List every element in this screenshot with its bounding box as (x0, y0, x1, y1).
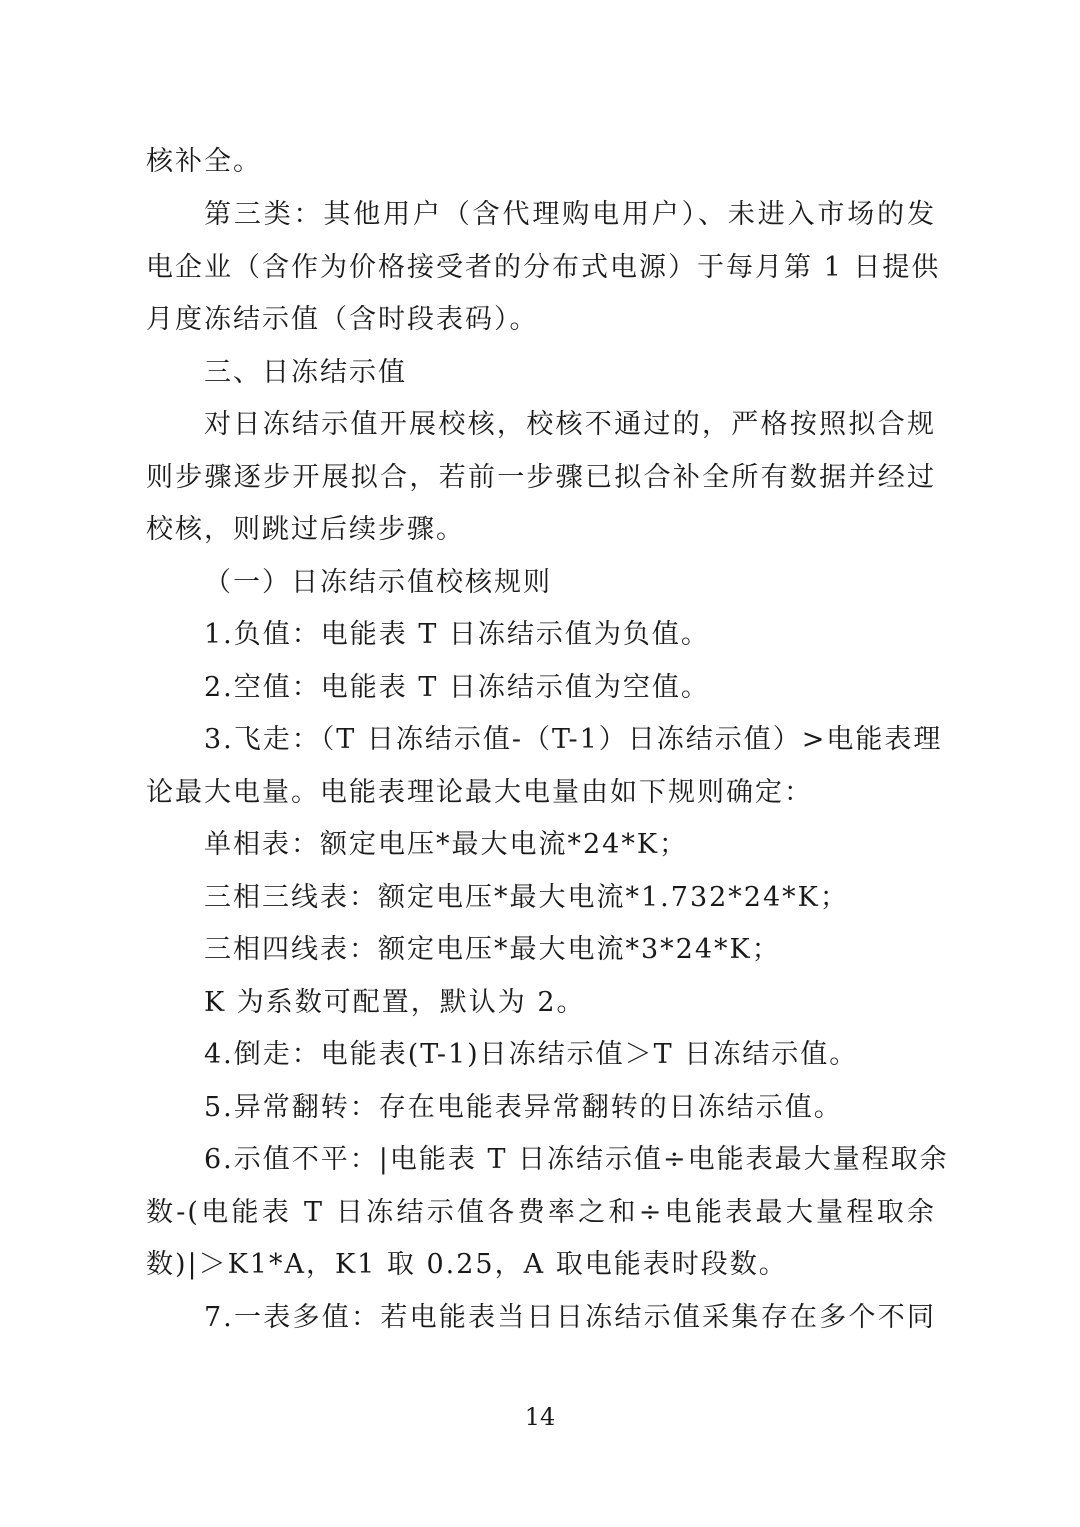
list-item: 1.负值：电能表 T 日冻结示值为负值。 (204, 619, 710, 650)
list-item: 6.示值不平：|电能表 T 日冻结示值÷电能表最大量程取余 (204, 1144, 949, 1175)
formula-line: 单相表：额定电压*最大电流*24*K； (204, 829, 689, 860)
paragraph-line: 则步骤逐步开展拟合，若前一步骤已拟合补全所有数据并经过 (146, 462, 936, 493)
section-heading: 三、日冻结示值 (204, 357, 407, 388)
list-item: 3.飞走：（T 日冻结示值-（T-1）日冻结示值）>电能表理 (204, 724, 943, 755)
formula-line: 三相三线表：额定电压*最大电流*1.732*24*K； (204, 882, 849, 913)
list-item: 2.空值：电能表 T 日冻结示值为空值。 (204, 672, 710, 703)
paragraph-line: 第三类：其他用户（含代理购电用户）、未进入市场的发 (204, 199, 936, 230)
subsection-heading: （一）日冻结示值校核规则 (204, 567, 552, 598)
page-number: 14 (524, 1403, 556, 1431)
paragraph-line: 数-(电能表 T 日冻结示值各费率之和÷电能表最大量程取余 (146, 1197, 936, 1228)
paragraph-line: 核补全。 (146, 146, 262, 177)
list-item: 7.一表多值：若电能表当日日冻结示值采集存在多个不同 (204, 1302, 936, 1333)
paragraph-line: 电企业（含作为价格接受者的分布式电源）于每月第 1 日提供 (146, 252, 941, 283)
paragraph-line: 数)|＞K1*A，K1 取 0.25，A 取电能表时段数。 (146, 1249, 788, 1280)
list-item: 4.倒走：电能表(T-1)日冻结示值＞T 日冻结示值。 (204, 1039, 859, 1070)
paragraph-line: K 为系数可配置，默认为 2。 (204, 987, 586, 1018)
paragraph-line: 月度冻结示值（含时段表码）。 (146, 304, 539, 335)
list-item: 5.异常翻转：存在电能表异常翻转的日冻结示值。 (204, 1092, 843, 1123)
paragraph-line: 校核，则跳过后续步骤。 (146, 514, 465, 545)
paragraph-line: 论最大电量。电能表理论最大电量由如下规则确定： (146, 777, 813, 808)
paragraph-line: 对日冻结示值开展校核，校核不通过的，严格按照拟合规 (204, 409, 936, 440)
formula-line: 三相四线表：额定电压*最大电流*3*24*K； (204, 934, 781, 965)
